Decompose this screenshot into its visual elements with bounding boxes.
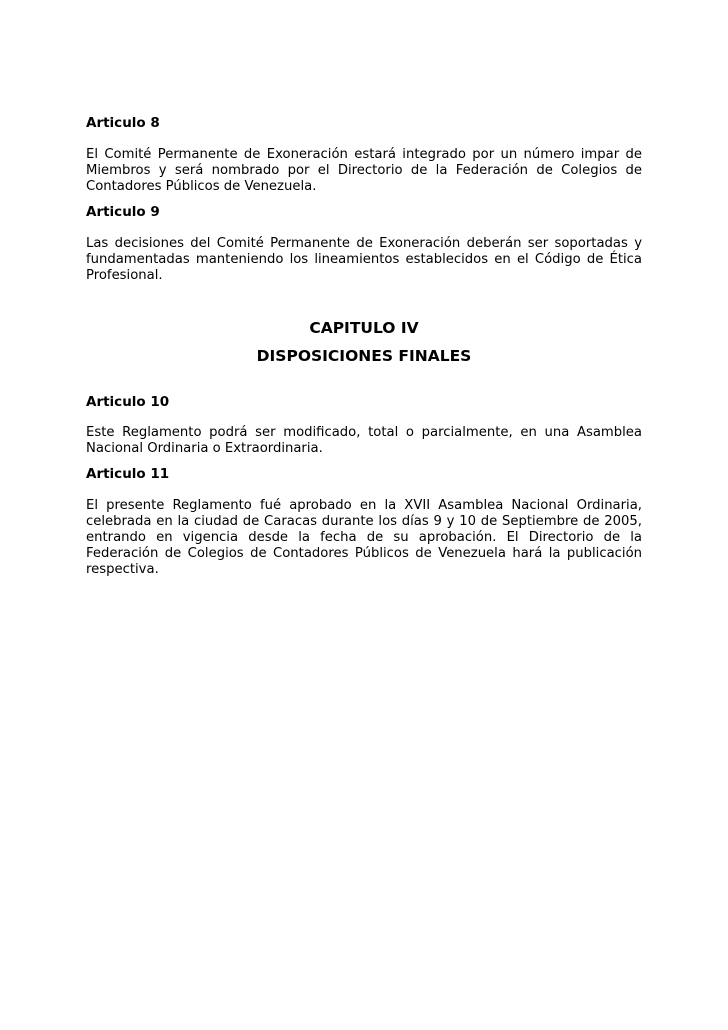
- article-11-text: El presente Reglamento fué aprobado en la XVII Asamblea Nacional Ordinaria, celebrada en la ciudad de Caracas durante los días 9 y 10 de Septiembre de 2005, entrando en vigencia desde la fecha de su aprobación. El Directorio de la Federación de Colegios de Contadores Públicos de Venezuela hará la publicación respectiva.: [86, 498, 642, 577]
- article-10-text: Este Reglamento podrá ser modificado, total o parcialmente, en una Asamblea Nacional Ordinaria o Extraordinaria.: [86, 425, 642, 456]
- article-9-heading: Articulo 9: [86, 204, 160, 220]
- article-10-heading: Articulo 10: [86, 394, 170, 410]
- article-9-text: Las decisiones del Comité Permanente de Exoneración deberán ser soportadas y fundamentadas manteniendo los lineamientos establecidos en el Código de Ética Profesional.: [86, 236, 642, 283]
- article-8-heading: Articulo 8: [86, 115, 160, 131]
- chapter-number: CAPITULO IV: [309, 319, 419, 337]
- article-11-heading: Articulo 11: [86, 466, 170, 482]
- article-8-text: El Comité Permanente de Exoneración estará integrado por un número impar de Miembros y será nombrado por el Directorio de la Federación de Colegios de Contadores Públicos de Venezuela.: [86, 147, 642, 194]
- chapter-title: DISPOSICIONES FINALES: [256, 347, 472, 365]
